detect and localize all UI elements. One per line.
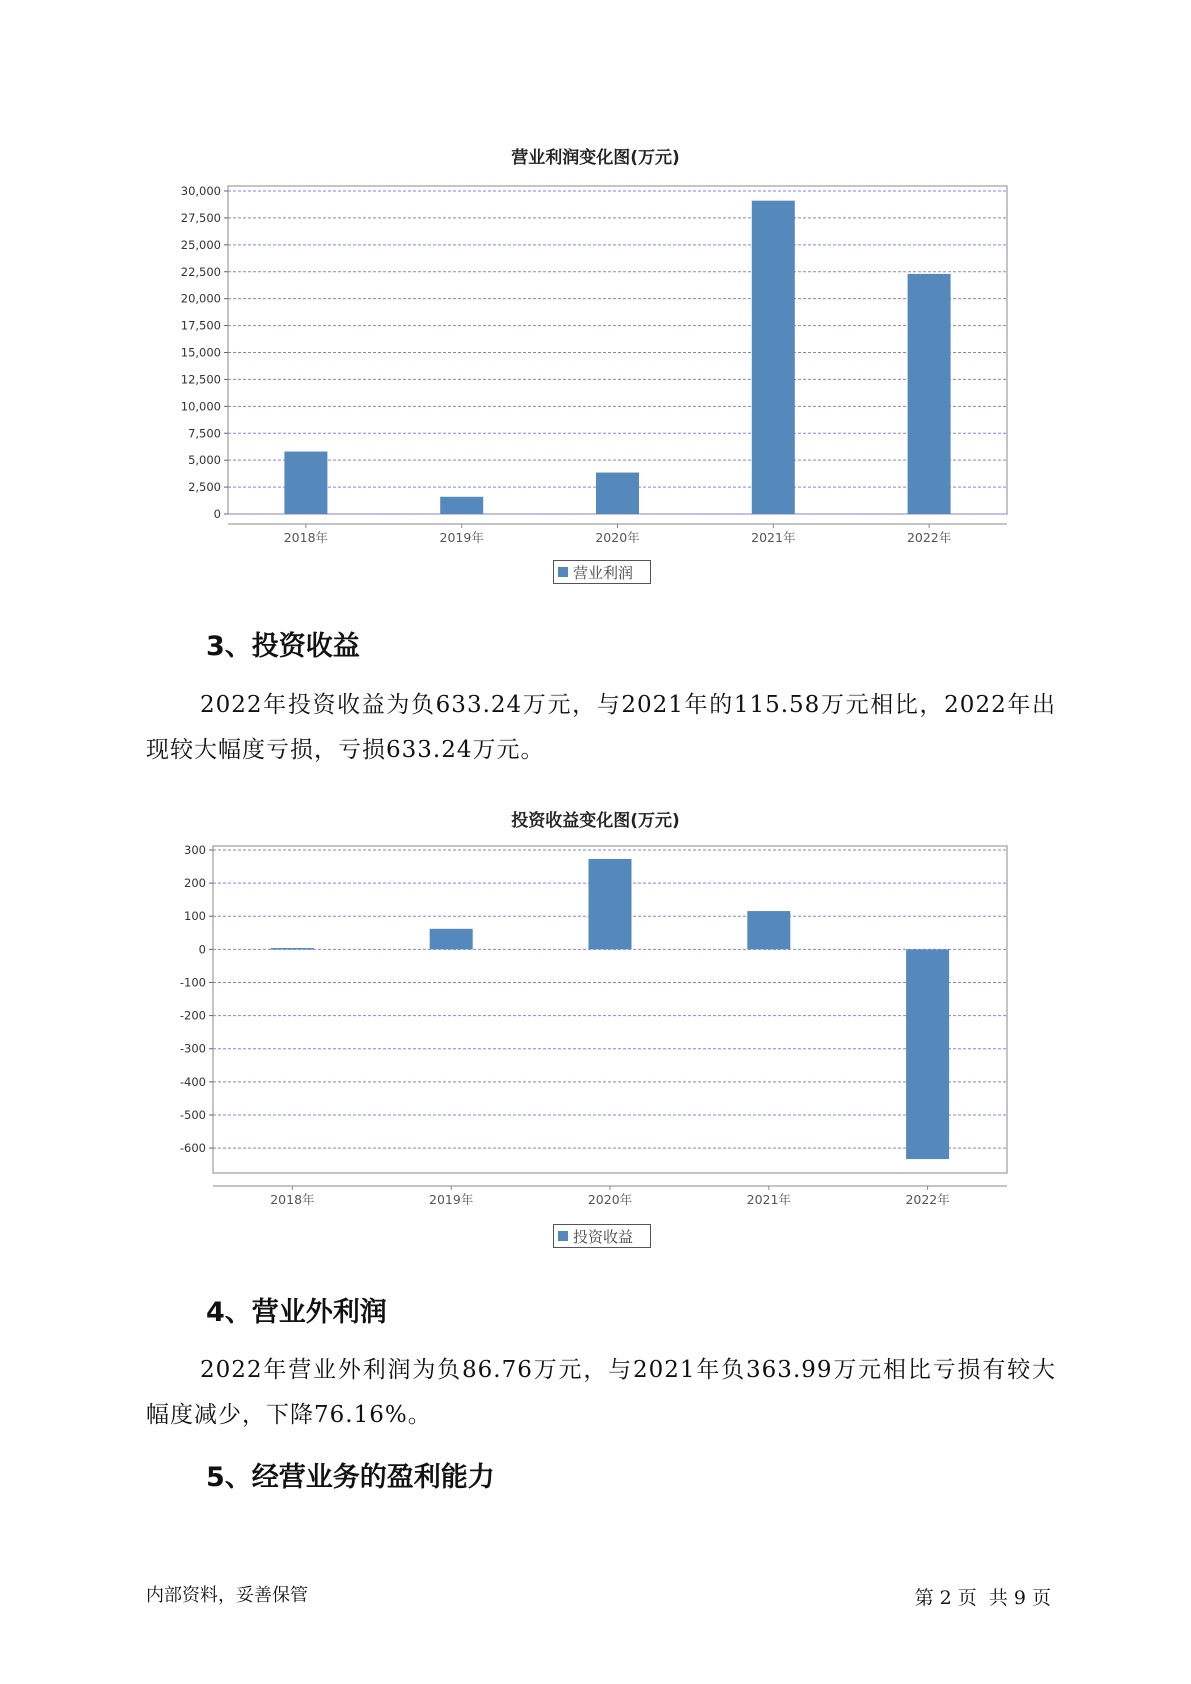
x-tick-label: 2019年 [429, 1192, 474, 1207]
y-tick-label: -600 [179, 1141, 206, 1156]
x-tick-label: 2021年 [751, 530, 796, 545]
y-tick-label: 17,500 [180, 318, 221, 333]
footer-confidential-note: 内部资料，妥善保管 [146, 1585, 308, 1606]
x-tick-label: 2018年 [270, 1192, 315, 1207]
section-heading-operating-profitability: 5、经营业务的盈利能力 [206, 1462, 495, 1493]
section-heading-investment-income: 3、投资收益 [206, 631, 360, 662]
y-tick-label: 30,000 [180, 184, 221, 198]
x-tick-label: 2022年 [906, 530, 952, 545]
y-tick-label: 7,500 [188, 426, 221, 441]
y-tick-label: 20,000 [180, 291, 221, 306]
y-tick-label: 27,500 [180, 210, 221, 225]
y-tick-label: -200 [179, 1008, 206, 1023]
legend-swatch [558, 1231, 568, 1241]
x-tick-label: 2020年 [587, 1192, 633, 1207]
x-tick-label: 2021年 [746, 1192, 791, 1207]
chart2-title: 投资收益变化图(万元) [511, 811, 680, 831]
y-tick-label: 22,500 [180, 264, 221, 279]
y-tick-label: 12,500 [180, 372, 221, 387]
x-tick-label: 2018年 [283, 530, 329, 545]
y-tick-label: 2,500 [188, 480, 221, 495]
y-tick-label: 0 [198, 942, 206, 957]
section-text-non-operating-profit: 2022年营业外利润为负86.76万元，与2021年负363.99万元相比亏损有较大幅度减少，下降76.16%。 [146, 1357, 1056, 1428]
y-tick-label: 0 [213, 507, 221, 521]
section-text-investment-income: 2022年投资收益为负633.24万元，与2021年的115.58万元相比，2022年出现较大幅度亏损，亏损633.24万元。 [146, 692, 1056, 763]
y-tick-label: 10,000 [180, 399, 221, 414]
y-tick-label: -100 [179, 975, 206, 990]
x-tick-label: 2020年 [595, 530, 640, 545]
bar [430, 929, 473, 950]
y-tick-label: -400 [179, 1074, 206, 1089]
y-tick-label: 5,000 [188, 453, 221, 468]
bar [271, 948, 314, 950]
x-tick-label: 2022年 [905, 1192, 950, 1207]
section-heading-non-operating-profit: 4、营业外利润 [206, 1297, 387, 1328]
y-tick-label: 15,000 [180, 345, 221, 360]
chart2-legend [553, 1224, 651, 1248]
y-tick-label: -300 [179, 1041, 206, 1056]
footer-page-number: 第 2 页 共 9 页 [914, 1587, 1051, 1609]
y-tick-label: 200 [184, 876, 206, 891]
y-tick-label: 100 [184, 909, 206, 924]
chart2-legend-label: 投资收益 [573, 1227, 634, 1246]
chart1-title: 营业利润变化图(万元) [511, 148, 680, 168]
y-tick-label: -500 [179, 1107, 206, 1122]
bar [589, 859, 632, 949]
chart1-legend-label: 营业利润 [573, 563, 634, 582]
y-tick-label: 300 [184, 843, 206, 857]
bar [747, 911, 790, 949]
bar [906, 949, 949, 1159]
x-tick-label: 2019年 [439, 530, 484, 545]
y-tick-label: 25,000 [180, 237, 221, 252]
